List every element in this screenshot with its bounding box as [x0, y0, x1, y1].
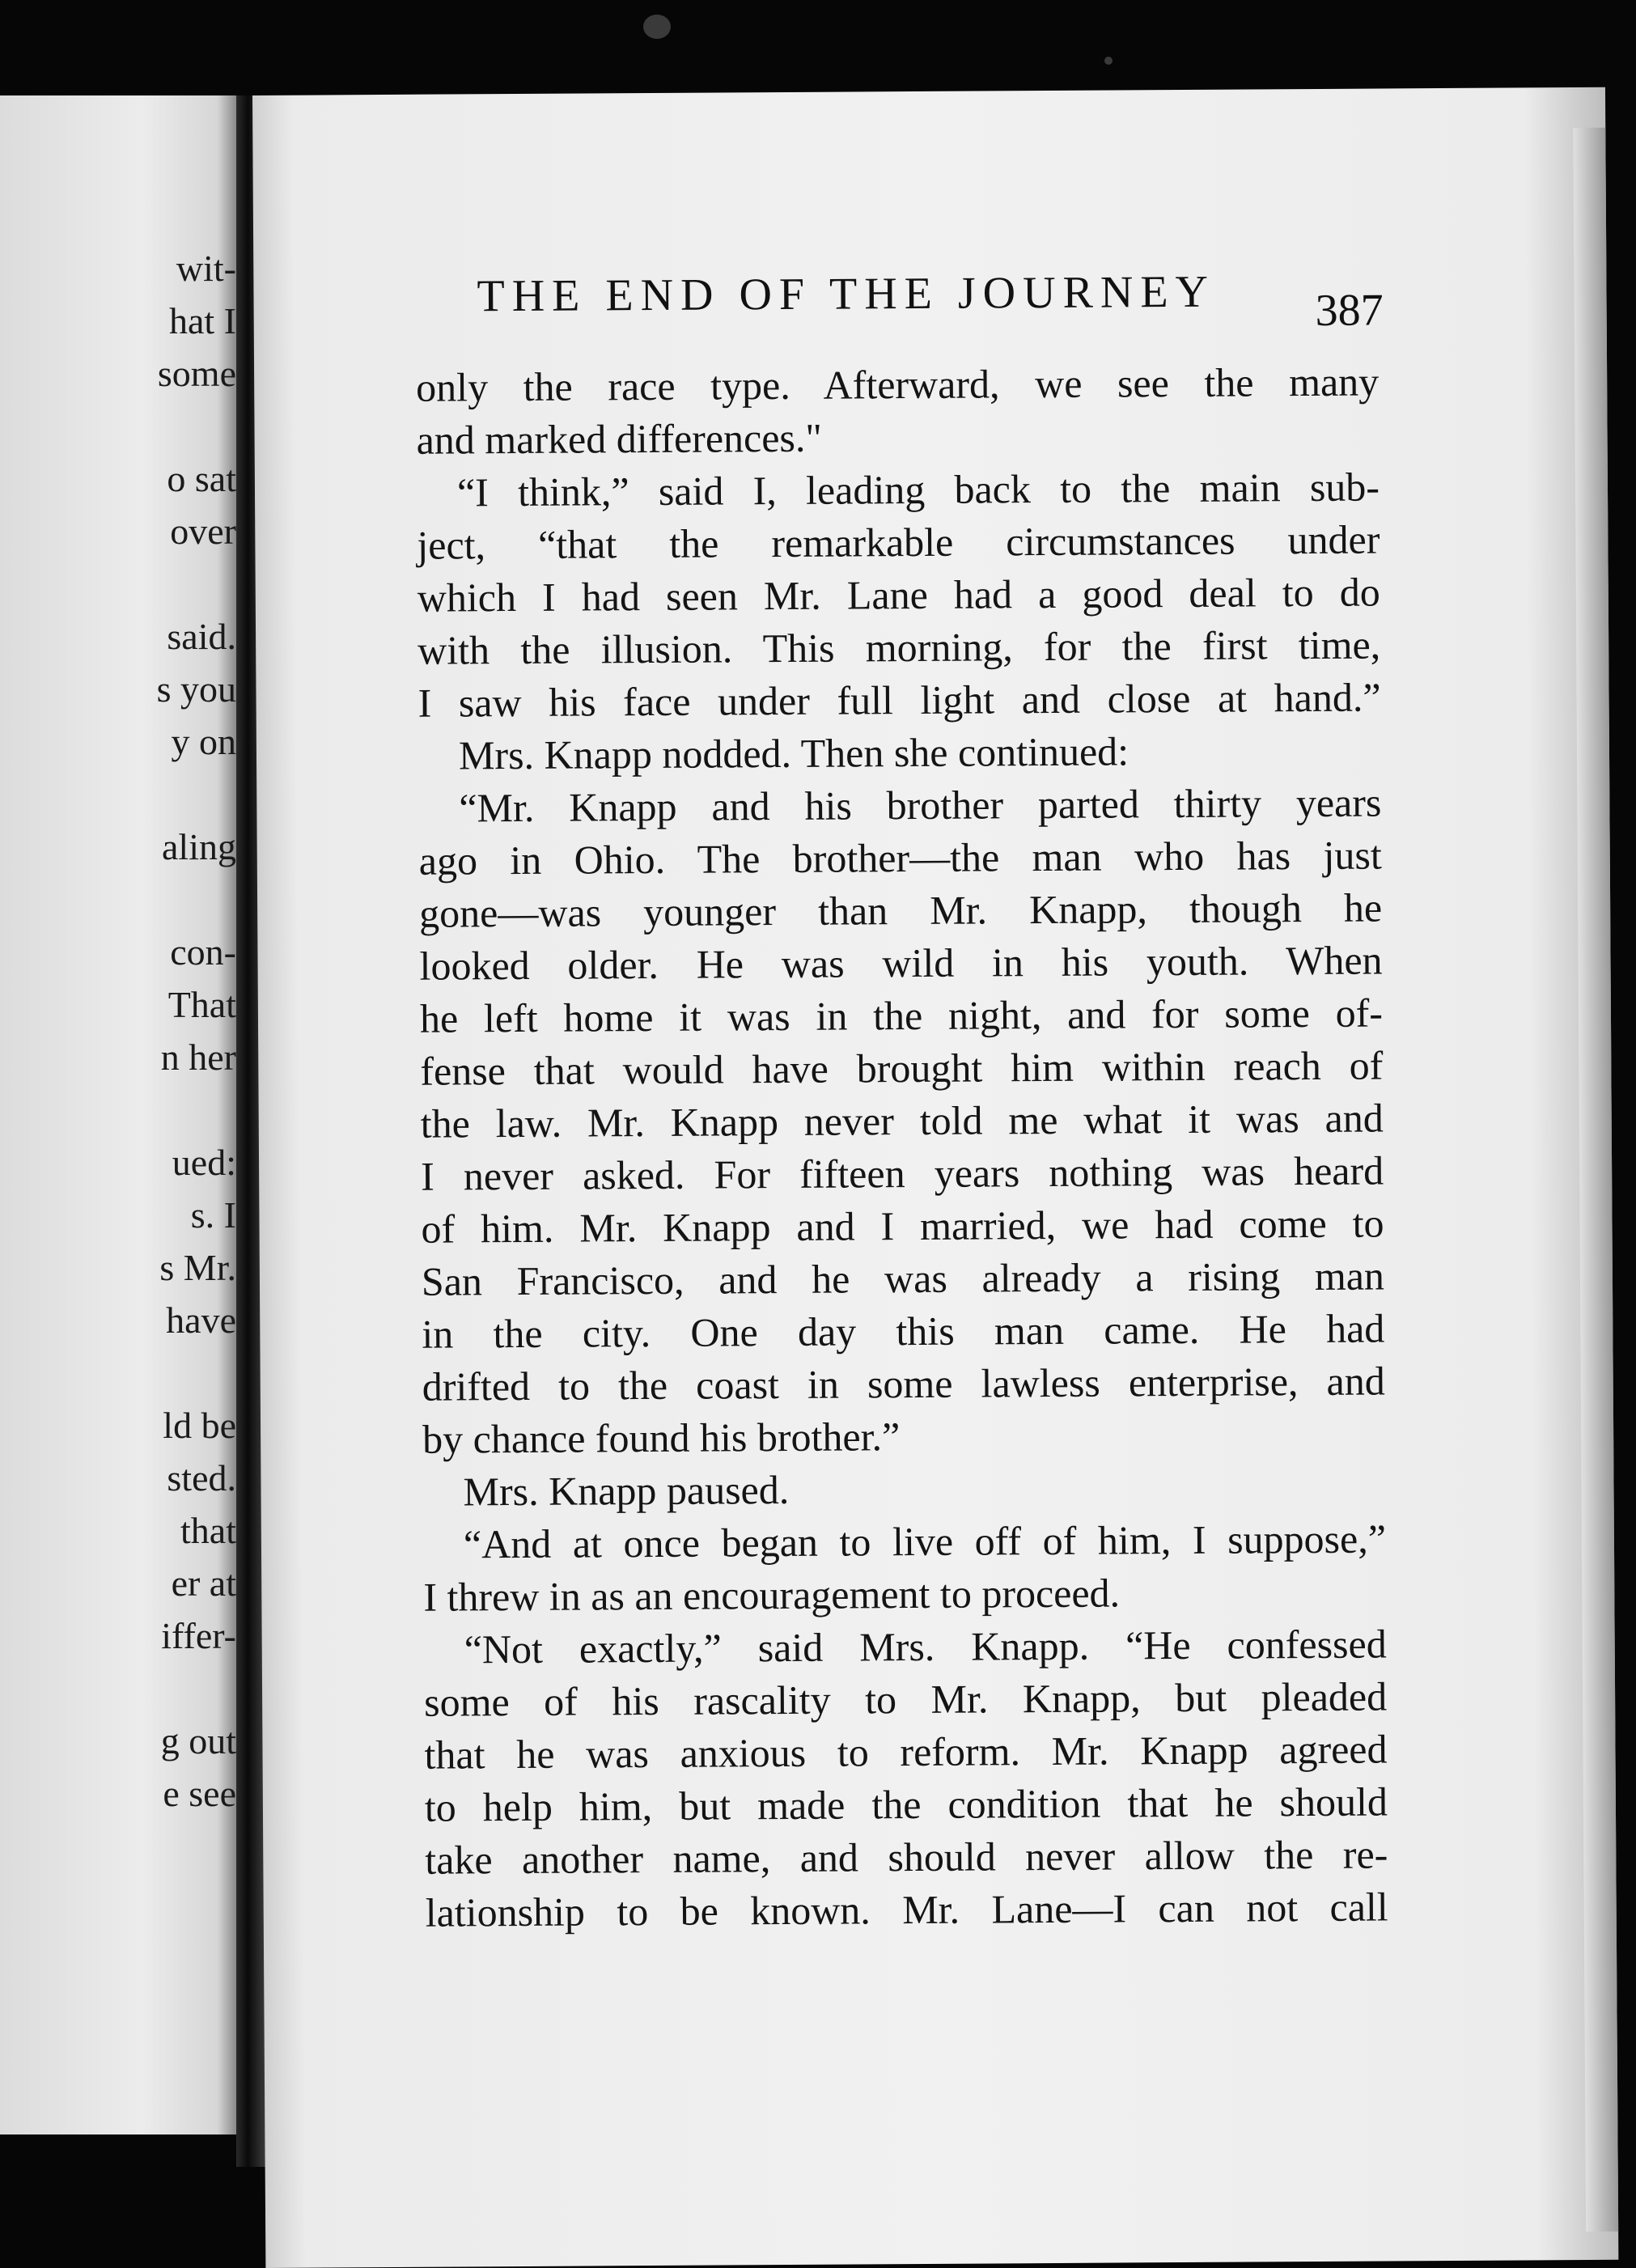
text-line: the law. Mr. Knapp never told me what it was and [420, 1095, 1384, 1147]
scan-artifact-blotch [1104, 57, 1113, 65]
text-line: fense that would have brought him within reach of [420, 1042, 1384, 1094]
text-line: take another name, and should never allow the re- [425, 1831, 1388, 1883]
text-line: “Not exactly,” said Mrs. Knapp. “He confessed [464, 1621, 1387, 1672]
page-edge-shadow [1573, 128, 1618, 2232]
body-text [416, 356, 1388, 1939]
text-line: I threw in as an encouragement to proceed. [423, 1570, 1121, 1620]
previous-page-line: con- [170, 931, 236, 973]
previous-page-line: ued: [172, 1142, 236, 1183]
page-number: 387 [1315, 285, 1384, 336]
previous-page-line: s Mr. [159, 1247, 236, 1288]
previous-page-line: er at [171, 1562, 236, 1604]
previous-page-line: sted. [167, 1457, 236, 1499]
text-line: that he was anxious to reform. Mr. Knapp agreed [424, 1726, 1388, 1778]
previous-page-line: e see [163, 1773, 236, 1814]
text-line: to help him, but made the condition that he should [424, 1778, 1388, 1830]
previous-page-line: g out [160, 1720, 236, 1761]
text-line: some of his rascality to Mr. Knapp, but pleaded [423, 1673, 1388, 1725]
text-line: ago in Ohio. The brother—the man who has just [418, 832, 1382, 884]
text-line: which I had seen Mr. Lane had a good deal to do [417, 569, 1380, 621]
previous-page-line: That [167, 984, 236, 1025]
previous-page-line: s you [156, 668, 236, 710]
previous-page-line: o sat [167, 458, 236, 499]
text-line: Mrs. Knapp paused. [463, 1466, 790, 1515]
text-line: Mrs. Knapp nodded. Then she continued: [458, 728, 1130, 778]
previous-page-line: said. [167, 616, 236, 657]
text-line: lationship to be known. Mr. Lane—I can not call [425, 1884, 1388, 1935]
text-line: in the city. One day this man came. He had [422, 1305, 1385, 1357]
text-line: ject, “that the remarkable circumstances under [417, 516, 1380, 568]
running-head: THE END OF THE JOURNEY [477, 266, 1216, 322]
previous-page-line: wit- [176, 248, 236, 289]
previous-page-line: over [170, 511, 236, 552]
text-line: I never asked. For fifteen years nothing was heard [420, 1147, 1384, 1199]
text-line: “I think,” said I, leading back to the main sub- [456, 464, 1380, 515]
previous-page-line: ld be [163, 1405, 236, 1446]
text-line: of him. Mr. Knapp and I married, we had come to [421, 1200, 1384, 1252]
previous-page-line: iffer- [161, 1615, 236, 1656]
previous-page-fragment [0, 95, 236, 2134]
text-line: looked older. He was wild in his youth. When [419, 937, 1383, 989]
previous-page-line: some [157, 353, 236, 394]
text-line: drifted to the coast in some lawless enterprise, and [422, 1358, 1385, 1410]
text-line: with the illusion. This morning, for the first time, [417, 621, 1381, 673]
text-line: “And at once began to live off of him, I suppose,” [463, 1516, 1387, 1567]
previous-page-line: s. I [190, 1194, 236, 1236]
text-line: by chance found his brother.” [422, 1414, 901, 1462]
previous-page-line: aling [162, 826, 236, 867]
previous-page-line: n her [160, 1036, 236, 1078]
text-line: gone—was younger than Mr. Knapp, though he [419, 884, 1383, 936]
current-page [252, 87, 1618, 2268]
previous-page-line: have [166, 1299, 236, 1341]
previous-page-line: hat I [168, 300, 236, 341]
previous-page-line: y on [171, 721, 236, 762]
text-line: “Mr. Knapp and his brother parted thirty years [459, 779, 1382, 831]
scan-artifact-blotch [643, 15, 671, 39]
text-line: and marked differences." [416, 414, 822, 463]
text-line: only the race type. Afterward, we see the many [416, 358, 1380, 410]
previous-page-line: that [180, 1510, 236, 1551]
text-line: San Francisco, and he was already a rising man [421, 1253, 1385, 1304]
text-line: he left home it was in the night, and for some of- [419, 990, 1384, 1041]
text-line: I saw his face under full light and close at hand.” [417, 674, 1381, 726]
